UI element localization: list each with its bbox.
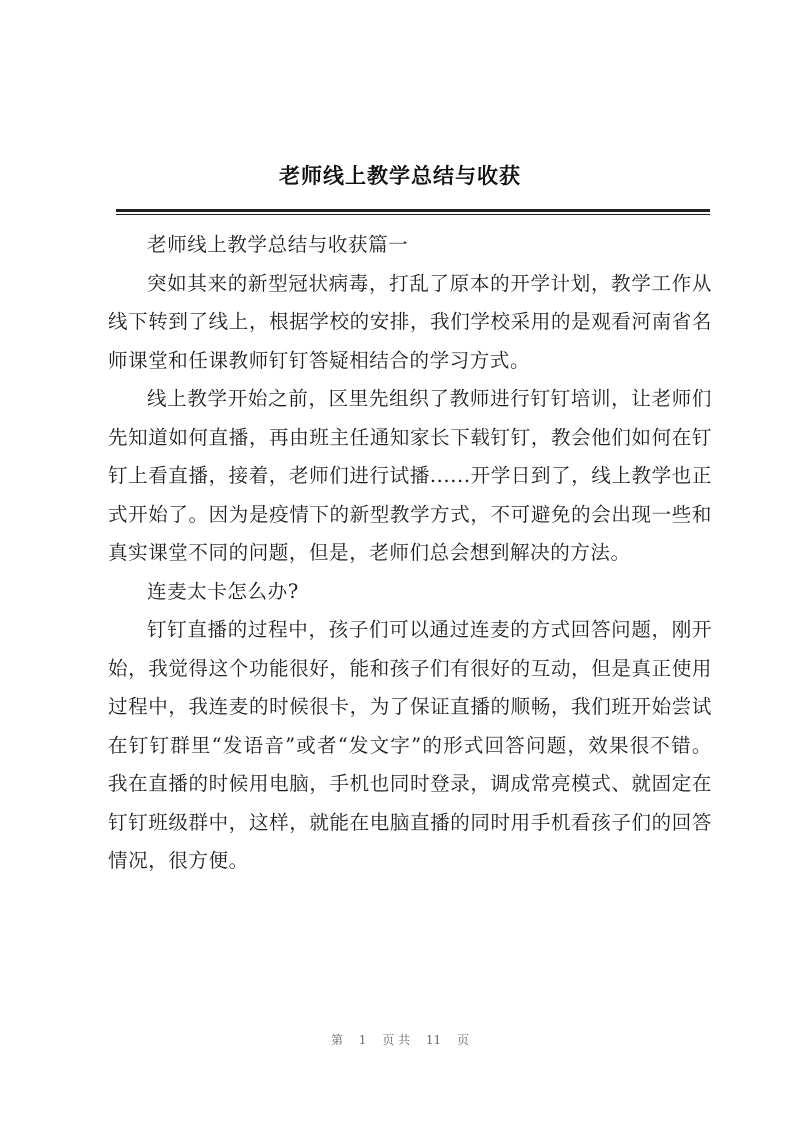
footer-page-number: 1 [358, 1033, 367, 1047]
paragraph: 突如其来的新型冠状病毒，打乱了原本的开学计划，教学工作从线下转到了线上，根据学校的安排，我们学校采用的是观看河南省名师课堂和任课教师钉钉答疑相结合的学习方式。 [108, 271, 712, 372]
footer-suffix: 页 [457, 1033, 470, 1047]
page-footer [0, 1031, 800, 1048]
document-body [108, 226, 712, 881]
footer-prefix: 第 [330, 1033, 343, 1047]
title-divider [116, 209, 710, 212]
paragraph: 线上教学开始之前，区里先组织了教师进行钉钉培训，让老师们先知道如何直播，再由班主任通知家长下载钉钉，教会他们如何在钉钉上看直播，接着，老师们进行试播......开学日到了，线上教学也正式开始了。因为是疫情下的新型教学方式，不可避免的会出现一些和真实课堂不同的问题，但是，老师们总会想到解决的方法。 [108, 387, 712, 564]
page-title: 老师线上教学总结与收获 [279, 164, 521, 188]
title-divider-thin [116, 214, 710, 215]
paragraph: 钉钉直播的过程中，孩子们可以通过连麦的方式回答问题，刚开始，我觉得这个功能很好，能和孩子们有很好的互动，但是真正使用过程中，我连麦的时候很卡，为了保证直播的顺畅，我们班开始尝试在钉钉群里“发语音”或者“发文字”的形式回答问题，效果很不错。我在直播的时候用电脑，手机也同时登录，调成常亮模式、就固定在钉钉班级群中，这样，就能在电脑直播的同时用手机看孩子们的回答情况，很方便。 [108, 618, 712, 872]
footer-total-pages: 11 [425, 1033, 442, 1047]
section-heading: 老师线上教学总结与收获篇一 [147, 233, 409, 256]
footer-middle: 页 共 [382, 1033, 411, 1047]
subheading: 连麦太卡怎么办? [147, 579, 299, 603]
